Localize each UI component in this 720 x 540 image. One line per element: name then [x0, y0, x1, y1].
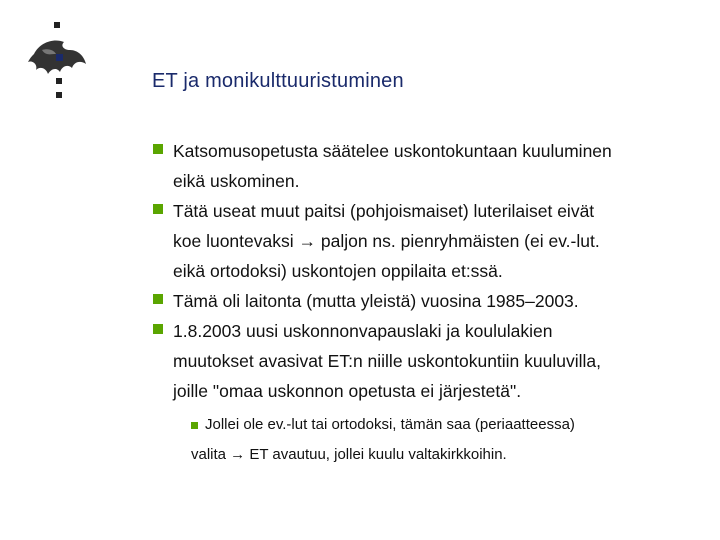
flame-logo-icon [20, 20, 92, 102]
sub-bullet-square-icon [191, 422, 198, 429]
slide-title: ET ja monikulttuuristuminen [152, 70, 404, 92]
bullet-square-icon [153, 294, 163, 304]
sub-bullet-line: Jollei ole ev.-lut tai ortodoksi, tämän saa (periaatteessa) [205, 416, 575, 433]
bullet-line: Katsomusopetusta säätelee uskontokuntaan kuuluminen [173, 141, 612, 161]
sub-bullet-item [191, 410, 713, 470]
bullet-item [153, 196, 713, 286]
bullet-line: 1.8.2003 uusi uskonnonvapauslaki ja koululakien [173, 321, 553, 341]
bullet-line: eikä ortodoksi) uskontojen oppilaita et:ssä. [173, 261, 503, 281]
bullet-line: koe luontevaksi → paljon ns. pienryhmäisten (ei ev.-lut. [173, 231, 600, 251]
bullet-line: eikä uskominen. [173, 171, 300, 191]
bullet-item [153, 316, 713, 406]
bullet-square-icon [153, 144, 163, 154]
bullet-line: Tämä oli laitonta (mutta yleistä) vuosina 1985–2003. [173, 291, 579, 311]
bullet-item [153, 286, 713, 316]
bullet-square-icon [153, 324, 163, 334]
bullet-line: muutokset avasivat ET:n niille uskontokuntiin kuuluvilla, [173, 351, 601, 371]
bullet-square-icon [153, 204, 163, 214]
bullet-line: joille "omaa uskonnon opetusta ei järjestetä". [173, 381, 522, 401]
bullet-line: Tätä useat muut paitsi (pohjoismaiset) luterilaiset eivät [173, 201, 595, 221]
sub-bullet-line: valita → ET avautuu, jollei kuulu valtakirkkoihin. [191, 446, 507, 463]
bullet-list [153, 136, 713, 470]
bullet-item [153, 136, 713, 196]
